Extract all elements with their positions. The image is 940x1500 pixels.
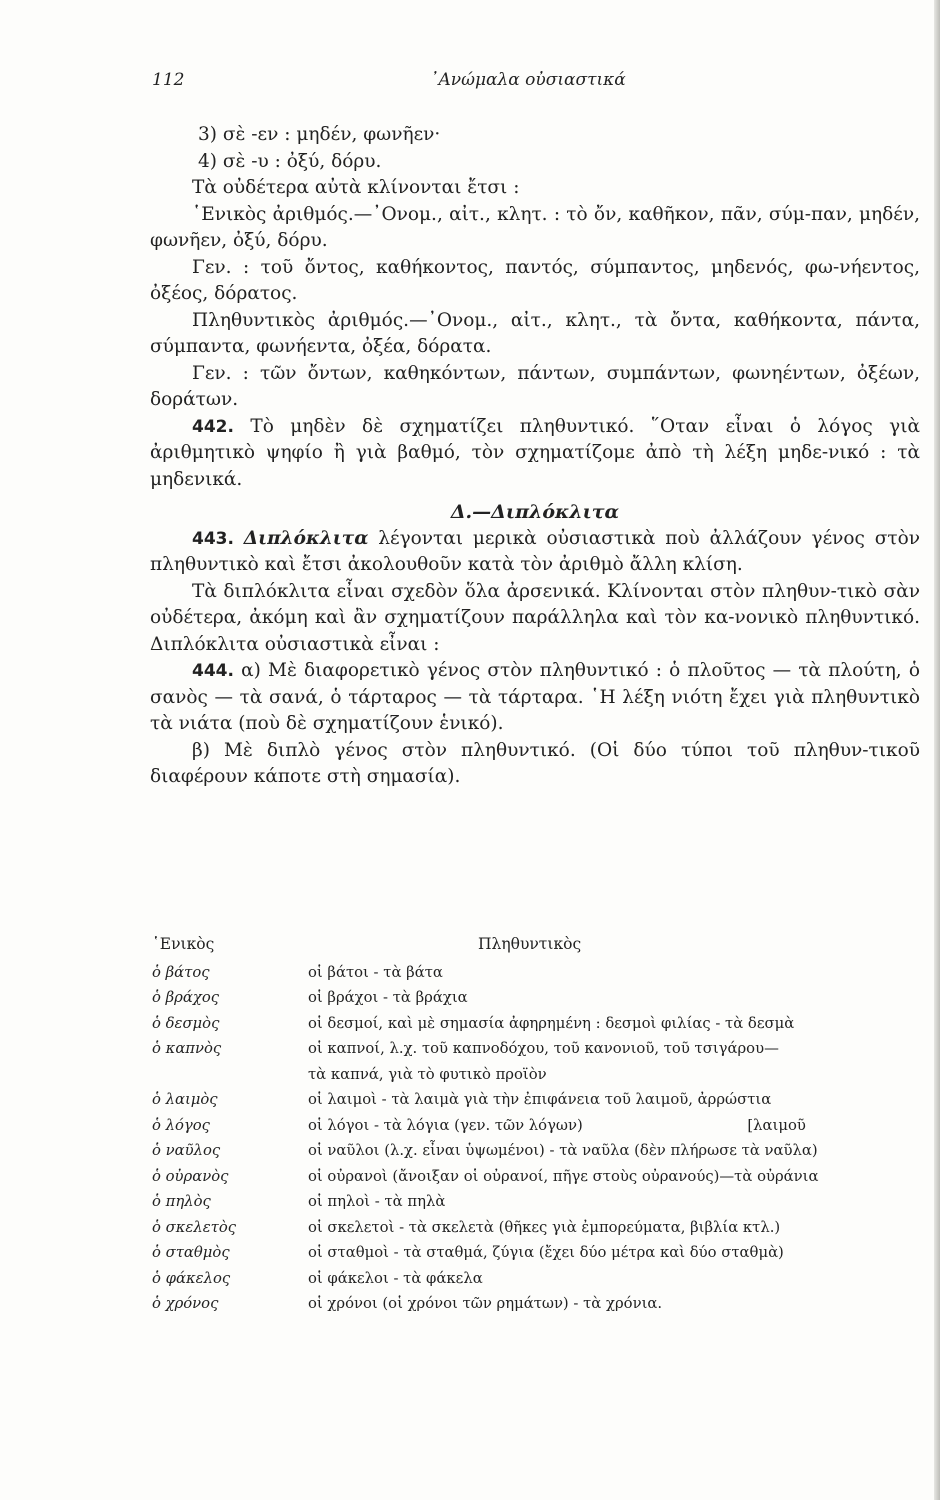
text-line: Πληθυντικὸς ἀριθμός.—᾿Ονομ., αἰτ., κλητ., τὰ ὄντα, καθήκοντα, πάντα, σύμπαντα, φωνήεντα, ὀξέα, δόρατα. — [150, 309, 920, 357]
plural-cell: οἱ σταθμοὶ - τὰ σταθμά, ζύγια (ἔχει δύο μέτρα καὶ δύο σταθμὰ) — [308, 1244, 784, 1261]
section-title: Δ.—Διπλόκλιτα — [450, 501, 620, 523]
text-line: Γεν. : τοῦ ὄντος, καθήκοντος, παντός, σύμπαντος, μηδενός, φω-νήεντος, ὀξέος, δόρατος. — [150, 256, 920, 304]
plural-cell: οἱ πηλοὶ - τὰ πηλὰ — [308, 1193, 446, 1210]
singular-cell: ὁ σκελετὸς — [152, 1218, 237, 1236]
table-row — [152, 1062, 922, 1088]
page-edge — [934, 0, 940, 1500]
paragraph-text: Τὸ μηδὲν δὲ σχηματίζει πληθυντικό. ῞Οταν εἶναι ὁ λόγος γιὰ ἀριθμητικὸ ψηφίο ἢ γιὰ βαθμό, τὸν σχηματίζομε ἀπὸ τὴ λέξη μηδε-νικό : τὰ μηδενικά. — [150, 415, 920, 490]
singular-cell: ὁ λαιμὸς — [152, 1091, 218, 1108]
running-title: ᾿Ανώμαλα οὐσιαστικά — [430, 70, 626, 90]
singular-cell: ὁ λόγος — [152, 1116, 210, 1134]
table-row — [152, 1138, 922, 1164]
table-header-row — [152, 932, 922, 960]
singular-cell: ὁ βάτος — [152, 963, 210, 981]
singular-cell: ὁ χρόνος — [152, 1295, 219, 1312]
table-row — [152, 1215, 922, 1241]
paragraph-number: 442. — [192, 416, 234, 437]
text-line: Τὰ οὐδέτερα αὐτὰ κλίνονται ἔτσι : — [192, 177, 520, 198]
paragraph-442 — [150, 414, 920, 494]
page-number: 112 — [152, 70, 185, 90]
singular-cell: ὁ βράχος — [152, 989, 220, 1006]
paragraph-number: 443. — [192, 528, 234, 549]
singular-cell: ὁ ναῦλος — [152, 1142, 221, 1159]
table-row — [152, 1164, 922, 1190]
text-line: ῾Ενικὸς ἀριθμός.—᾿Ονομ., αἰτ., κλητ. : τὸ ὄν, καθῆκον, πᾶν, σύμ-παν, μηδέν, φωνῆεν, ὀξύ, δόρυ. — [150, 203, 920, 251]
paragraph-text: α) Μὲ διαφορετικὸ γένος στὸν πληθυντικό : ὁ πλοῦτος — τὰ πλούτη, ὁ σανὸς — τὰ σανά, ὁ τάρταρος — τὰ τάρταρα. ῾Η λέξη νιότη ἔχει γιὰ πληθυντικὸ τὰ νιάτα (ποὺ δὲ σχηματίζουν ἑνικό). — [150, 660, 920, 734]
table-row — [152, 1240, 922, 1266]
text-line: 3) σὲ -εν : μηδέν, φωνῆεν· — [198, 124, 441, 145]
paragraph-444b: β) Μὲ διπλὸ γένος στὸν πληθυντικό. (Οἱ δύο τύποι τοῦ πληθυν-τικοῦ διαφέρουν κάποτε στὴ σημασία). — [150, 739, 920, 787]
term: Διπλόκλιτα — [243, 527, 369, 549]
plural-cell: οἱ καπνοί, λ.χ. τοῦ καπνοδόχου, τοῦ κανονιοῦ, τοῦ τσιγάρου— — [308, 1040, 779, 1057]
singular-cell: ὁ δεσμὸς — [152, 1014, 220, 1032]
table-row — [152, 1036, 922, 1062]
plural-cell: οἱ ναῦλοι (λ.χ. εἶναι ὑψωμένοι) - τὰ ναῦλα (δὲν πλήρωσε τὰ ναῦλα) — [308, 1142, 818, 1159]
declension-table — [152, 932, 922, 1317]
paragraph-443b: Τὰ διπλόκλιτα εἶναι σχεδὸν ὅλα ἀρσενικά. Κλίνονται στὸν πληθυν-τικὸ σὰν οὐδέτερα, ἀκόμη καὶ ἂν σχηματίζουν παράλληλα καὶ τὸν κα-νονικὸ πληθυντικό. Διπλόκλιτα οὐσιαστικὰ εἶναι : — [150, 580, 920, 655]
table-row — [152, 1291, 922, 1317]
plural-cell: οἱ βράχοι - τὰ βράχια — [308, 989, 468, 1006]
plural-cell: οἱ φάκελοι - τὰ φάκελα — [308, 1269, 483, 1287]
paragraph-text: λέγονται μερικὰ οὐσιαστικὰ ποὺ ἀλλάζουν γένος στὸν πληθυντικὸ καὶ ἔτσι ἀκολουθοῦν κατὰ τὸν ἀριθμὸ ἄλλη κλίση. — [150, 527, 920, 575]
table-row — [152, 1189, 922, 1215]
plural-cell: οἱ λαιμοὶ - τὰ λαιμὰ γιὰ τὴν ἐπιφάνεια τοῦ λαιμοῦ, ἀρρώστια — [308, 1091, 772, 1108]
plural-cell: τὰ καπνά, γιὰ τὸ φυτικὸ προϊὸν — [308, 1065, 547, 1083]
text-line: Γεν. : τῶν ὄντων, καθηκόντων, πάντων, συμπάντων, φωνηέντων, ὀξέων, δοράτων. — [150, 362, 920, 410]
column-header-plural: Πληθυντικὸς — [478, 935, 582, 953]
column-header-singular: ῾Ενικὸς — [152, 935, 215, 953]
plural-cell: οἱ λόγοι - τὰ λόγια (γεν. τῶν λόγων) [λαιμοῦ — [308, 1116, 806, 1134]
page-body — [150, 122, 920, 791]
plural-cell: οἱ οὐρανοὶ (ἄνοιξαν οἱ οὐρανοί, πῆγε στοὺς οὐρανούς)—τὰ οὐράνια — [308, 1167, 819, 1185]
text-line: 4) σὲ -υ : ὀξύ, δόρυ. — [198, 150, 382, 172]
singular-cell: ὁ καπνὸς — [152, 1040, 222, 1057]
table-row — [152, 1113, 922, 1139]
table-row — [152, 1087, 922, 1113]
singular-cell: ὁ οὐρανὸς — [152, 1167, 229, 1185]
singular-cell: ὁ σταθμὸς — [152, 1244, 230, 1261]
paragraph-number: 444. — [192, 661, 234, 681]
plural-cell: οἱ βάτοι - τὰ βάτα — [308, 963, 443, 981]
paragraph-443 — [150, 526, 920, 579]
singular-cell: ὁ φάκελος — [152, 1269, 231, 1287]
plural-cell: οἱ δεσμοί, καὶ μὲ σημασία ἀφηρημένη : δεσμοὶ φιλίας - τὰ δεσμὰ — [308, 1014, 795, 1032]
table-row — [152, 1266, 922, 1292]
plural-cell: οἱ χρόνοι (οἱ χρόνοι τῶν ρημάτων) - τὰ χρόνια. — [308, 1295, 663, 1312]
singular-cell — [152, 1062, 308, 1088]
paragraph-444 — [150, 658, 920, 738]
singular-cell: ὁ πηλὸς — [152, 1193, 211, 1210]
table-row — [152, 985, 922, 1011]
table-row — [152, 1011, 922, 1037]
table-row — [152, 960, 922, 986]
plural-cell: οἱ σκελετοὶ - τὰ σκελετὰ (θῆκες γιὰ ἐμπορεύματα, βιβλία κτλ.) — [308, 1218, 781, 1236]
